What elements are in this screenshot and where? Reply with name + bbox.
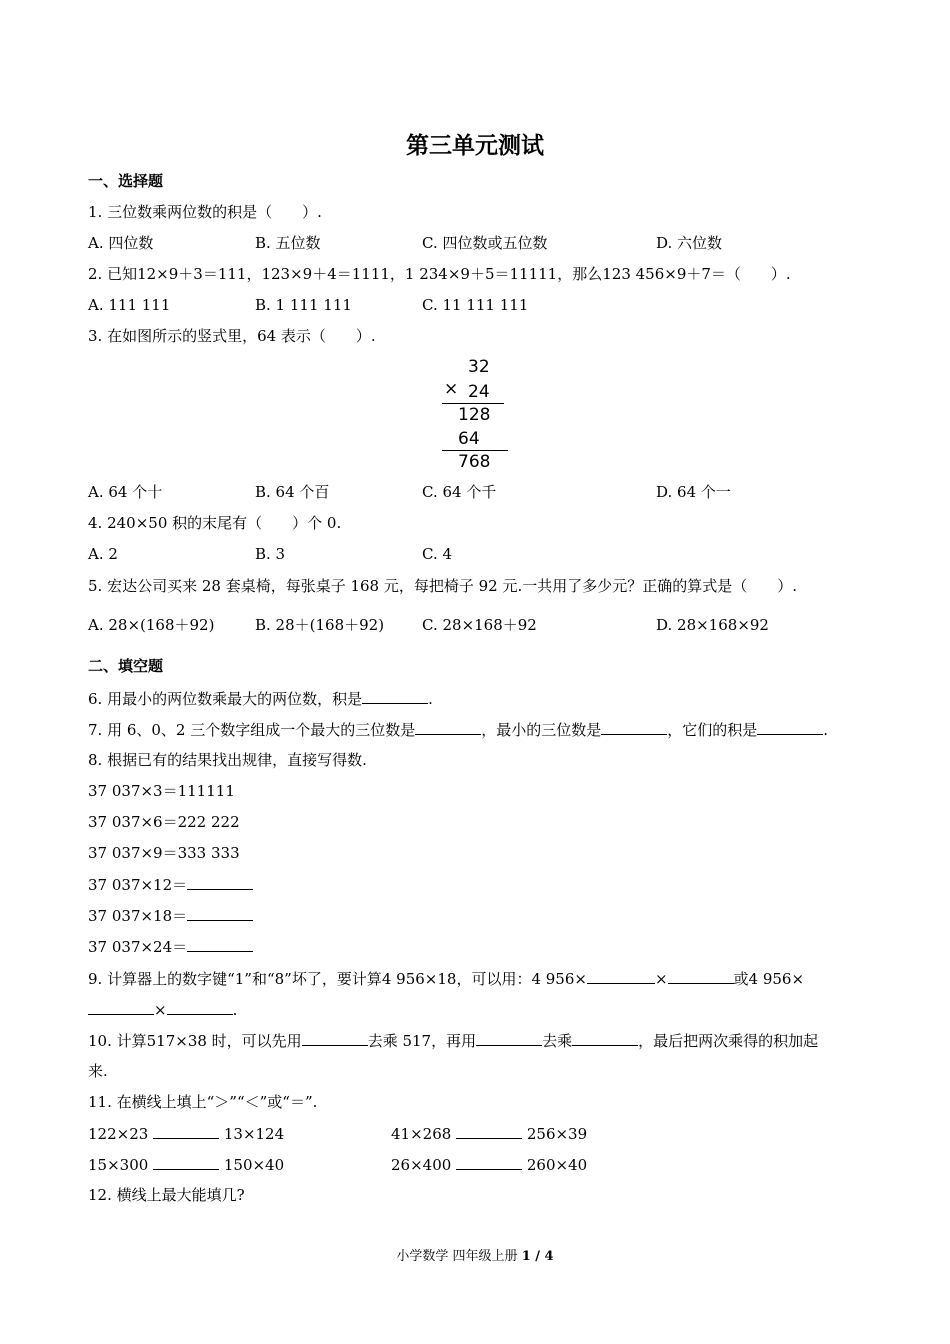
answer-blank[interactable] xyxy=(572,1030,638,1046)
answer-blank[interactable] xyxy=(153,1154,219,1170)
question-11-a-left: 122×23 xyxy=(88,1125,149,1143)
question-5-stem: 5. 宏达公司买来 28 套桌椅，每张桌子 168 元，每把椅子 92 元.一共用了多少元？正确的算式是（ ）. xyxy=(88,577,798,595)
question-11-c-left: 15×300 xyxy=(88,1156,149,1174)
question-9-text-1: 9. 计算器上的数字键“1”和“8”坏了，要计算4 956×18，可以用：4 956× xyxy=(88,970,587,988)
question-3-option-a: A. 64 个十 xyxy=(88,483,163,501)
answer-blank[interactable] xyxy=(153,1123,219,1139)
section-heading-choice: 一、选择题 xyxy=(88,172,164,190)
question-9-text-2: × xyxy=(654,970,668,988)
question-11-item-d xyxy=(391,1154,587,1175)
question-10-line-1 xyxy=(88,1030,818,1051)
question-4-option-b: B. 3 xyxy=(255,545,286,563)
vertical-multiplier: 24 xyxy=(468,382,490,402)
question-9-line-1 xyxy=(88,968,804,989)
page-number: 1 / 4 xyxy=(521,1249,554,1264)
question-4-stem: 4. 240×50 积的末尾有（ ）个 0. xyxy=(88,514,342,532)
question-4-option-a: A. 2 xyxy=(88,545,118,563)
answer-blank[interactable] xyxy=(362,688,428,704)
question-2-option-b: B. 1 111 111 xyxy=(255,296,352,314)
answer-blank[interactable] xyxy=(167,999,233,1015)
question-7-text-2: ，最小的三位数是 xyxy=(481,721,602,739)
question-2-option-c: C. 11 111 111 xyxy=(422,296,529,314)
question-11-item-c xyxy=(88,1154,284,1175)
page-footer xyxy=(0,1245,950,1264)
answer-blank[interactable] xyxy=(757,719,823,735)
question-10-text-1: 10. 计算517×38 时，可以先用 xyxy=(88,1032,302,1050)
question-3-option-c: C. 64 个千 xyxy=(422,483,497,501)
question-11-item-a xyxy=(88,1123,284,1144)
answer-blank[interactable] xyxy=(601,719,667,735)
answer-blank[interactable] xyxy=(476,1030,542,1046)
vertical-multiplication xyxy=(442,355,512,475)
vertical-partial-product-1: 128 xyxy=(458,405,491,425)
question-10-text-2: 去乘 517，再用 xyxy=(367,1032,477,1050)
question-3-option-d: D. 64 个一 xyxy=(656,483,731,501)
question-3-option-b: B. 64 个百 xyxy=(255,483,330,501)
question-8-stem: 8. 根据已有的结果找出规律，直接写得数. xyxy=(88,751,367,769)
answer-blank[interactable] xyxy=(456,1123,522,1139)
section-heading-fill: 二、填空题 xyxy=(88,657,164,675)
question-8-line-5-text: 37 037×18＝ xyxy=(88,907,188,925)
question-11-stem: 11. 在横线上填上“＞”“＜”或“＝”. xyxy=(88,1093,318,1111)
question-11-d-left: 26×400 xyxy=(391,1156,452,1174)
answer-blank[interactable] xyxy=(668,968,734,984)
answer-blank[interactable] xyxy=(88,999,154,1015)
vertical-result: 768 xyxy=(458,452,491,472)
page-title: 第三单元测试 xyxy=(406,133,544,159)
vertical-rule-2 xyxy=(442,450,508,451)
question-11-d-right: 260×40 xyxy=(526,1156,588,1174)
question-7: 7. 用 6、0、2 三个数字组成一个最大的三位数是 ，最小的三位数是 ，它们的积是 . xyxy=(88,721,829,739)
question-7-text-3: ，它们的积是 xyxy=(667,721,758,739)
question-1-stem: 1. 三位数乘两位数的积是（ ）. xyxy=(88,203,322,221)
question-5-option-c: C. 28×168＋92 xyxy=(422,616,537,634)
answer-blank[interactable] xyxy=(456,1154,522,1170)
question-11-a-right: 13×124 xyxy=(223,1125,285,1143)
question-11-c-right: 150×40 xyxy=(223,1156,285,1174)
question-4-option-c: C. 4 xyxy=(422,545,453,563)
question-10-text-4: ，最后把两次乘得的积加起 xyxy=(638,1032,819,1050)
question-8-line-5 xyxy=(88,905,253,926)
question-11-b-right: 256×39 xyxy=(526,1125,588,1143)
question-6: 6. 用最小的两位数乘最大的两位数，积是 . xyxy=(88,690,433,708)
question-1-option-a: A. 四位数 xyxy=(88,234,154,252)
question-1-option-d: D. 六位数 xyxy=(656,234,723,252)
question-10-text-3: 去乘 xyxy=(542,1032,573,1050)
question-1-option-c: C. 四位数或五位数 xyxy=(422,234,548,252)
question-7-text-1: 7. 用 6、0、2 三个数字组成一个最大的三位数是 xyxy=(88,721,416,739)
question-12-stem: 12. 横线上最大能填几? xyxy=(88,1186,245,1204)
question-9-text-4: × xyxy=(154,1001,167,1019)
question-11-item-b xyxy=(391,1123,587,1144)
question-5-option-a: A. 28×(168＋92) xyxy=(88,616,215,634)
question-8-line-4 xyxy=(88,874,253,895)
vertical-rule-1 xyxy=(442,403,504,404)
answer-blank[interactable] xyxy=(187,936,253,952)
question-6-text: 6. 用最小的两位数乘最大的两位数，积是 xyxy=(88,690,363,708)
answer-blank[interactable] xyxy=(587,968,655,984)
vertical-times-sign: × xyxy=(444,379,459,399)
question-5-option-d: D. 28×168×92 xyxy=(656,616,769,634)
answer-blank[interactable] xyxy=(415,719,481,735)
vertical-partial-product-2: 64 xyxy=(458,429,480,449)
question-10-line-2: 来. xyxy=(88,1062,108,1080)
question-8-line-4-text: 37 037×12＝ xyxy=(88,876,188,894)
question-1-option-b: B. 五位数 xyxy=(255,234,321,252)
question-8-line-6 xyxy=(88,936,253,957)
question-2-option-a: A. 111 111 xyxy=(88,296,171,314)
answer-blank[interactable] xyxy=(187,874,253,890)
question-8-line-6-text: 37 037×24＝ xyxy=(88,938,188,956)
question-9-line-2: × . xyxy=(88,999,237,1020)
question-8-line-3: 37 037×9＝333 333 xyxy=(88,844,240,862)
answer-blank[interactable] xyxy=(187,905,253,921)
footer-text: 小学数学 四年级上册 xyxy=(396,1249,518,1264)
question-8-line-2: 37 037×6＝222 222 xyxy=(88,813,240,831)
question-3-stem: 3. 在如图所示的竖式里，64 表示（ ）. xyxy=(88,327,376,345)
vertical-top-number: 32 xyxy=(468,357,490,377)
answer-blank[interactable] xyxy=(302,1030,368,1046)
question-9-text-3: 或4 956× xyxy=(733,970,805,988)
question-5-option-b: B. 28＋(168＋92) xyxy=(255,616,385,634)
question-8-line-1: 37 037×3＝111111 xyxy=(88,782,235,800)
question-11-b-left: 41×268 xyxy=(391,1125,452,1143)
question-2-stem: 2. 已知12×9＋3＝111，123×9＋4＝1111，1 234×9＋5＝11111，那么123 456×9＋7＝（ ）. xyxy=(88,265,791,283)
